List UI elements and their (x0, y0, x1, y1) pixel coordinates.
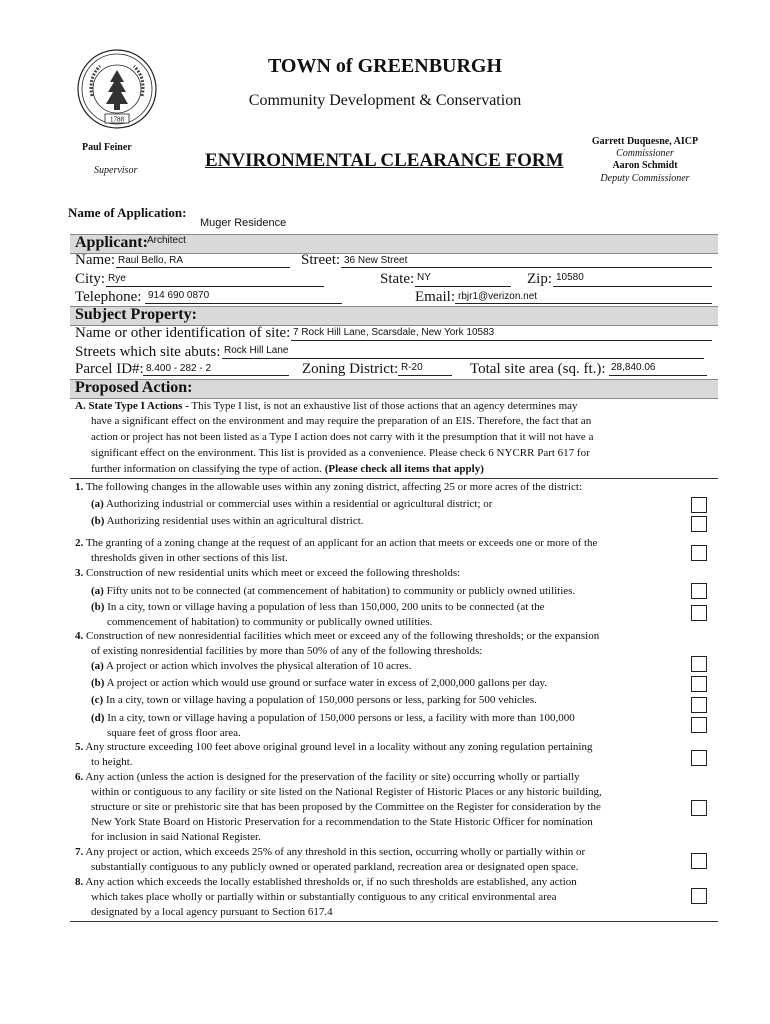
checkbox-4c[interactable] (691, 697, 707, 713)
item-2-cont: thresholds given in other sections of this list. (91, 552, 288, 564)
town-title: TOWN of GREENBURGH (267, 55, 503, 77)
item-8-cont-2: designated by a local agency pursuant to Section 617.4 (91, 906, 333, 918)
proposed-section-bar (70, 379, 718, 399)
deputy-role: Deputy Commissioner (600, 173, 690, 184)
checkbox-4d[interactable] (691, 717, 707, 733)
item-6-cont-2: structure or site or prehistoric site that has been proposed by the Committee on the Register for consideration by the (91, 801, 601, 813)
checkbox-3a[interactable] (691, 583, 707, 599)
applicant-street-line (341, 267, 712, 268)
form-title: ENVIRONMENTAL CLEARANCE FORM (205, 150, 564, 171)
applicant-email-label: Email: (415, 289, 455, 305)
checkbox-4b[interactable] (691, 676, 707, 692)
abutting-streets-label: Streets which site abuts: (75, 344, 221, 360)
item-1b: (b) Authorizing residential uses within an agricultural district. (91, 515, 364, 527)
commissioner-name: Garrett Duquesne, AICP (591, 136, 699, 147)
department-name: Community Development & Conservation (248, 92, 522, 109)
item-1: 1. The following changes in the allowable uses within any zoning district, affecting 25 or more acres of the district: (75, 481, 582, 493)
commissioner-role: Commissioner (616, 148, 674, 159)
zoning-district-line (398, 375, 452, 376)
item-6-cont-1: within or contiguous to any facility or site listed on the National Register of Historic Places or any historic building, (91, 786, 602, 798)
zoning-district-label: Zoning District: (302, 361, 399, 377)
item-6-cont-4: for inclusion in said National Register. (91, 831, 261, 843)
site-area-field[interactable]: 28,840.06 (611, 362, 656, 373)
checkbox-1a[interactable] (691, 497, 707, 513)
supervisor-name: Paul Feiner (82, 142, 132, 153)
item-4a: (a) A project or action which involves the physical alteration of 10 acres. (91, 660, 412, 672)
zoning-district-field[interactable]: R-20 (401, 362, 423, 373)
item-1a: (a) Authorizing industrial or commercial uses within a residential or agricultural district; or (91, 498, 493, 510)
checkbox-6[interactable] (691, 800, 707, 816)
applicant-street-field[interactable]: 36 New Street (344, 255, 408, 266)
item-6: 6. Any action (unless the action is designed for the preservation of the facility or site) occurring wholly or partially (75, 771, 580, 783)
applicant-zip-field[interactable]: 10580 (556, 272, 584, 283)
checkbox-7[interactable] (691, 853, 707, 869)
applicant-city-label: City: (75, 271, 106, 287)
divider (70, 921, 718, 922)
item-8: 8. Any action which exceeds the locally established thresholds or, if no such thresholds are established, any action (75, 876, 577, 888)
item-4d-cont: square feet of gross floor area. (107, 727, 241, 739)
type1-paragraph-line-5: further information on classifying the type of action. (Please check all items that apply) (91, 463, 484, 475)
applicant-phone-label: Telephone: (75, 289, 142, 305)
supervisor-role: Supervisor (94, 165, 138, 176)
check-all-instruction: (Please check all items that apply) (321, 463, 484, 475)
item-4c: (c) In a city, town or village having a population of 150,000 persons or less, parking for 500 vehicles. (91, 694, 537, 706)
type1-heading: A. State Type I Actions - (75, 400, 189, 412)
subject-heading: Subject Property: (75, 306, 197, 323)
applicant-email-line (455, 303, 712, 304)
application-name-label: Name of Application: (68, 205, 187, 220)
type1-paragraph-line-3: action or project has not been listed as a Type I action does not carry with it the presumption that it will not have a (91, 431, 594, 443)
site-id-field[interactable]: 7 Rock Hill Lane, Scarsdale, New York 10583 (293, 327, 495, 338)
applicant-heading: Applicant: (75, 234, 148, 251)
type1-paragraph-line-4: significant effect on the environment. This list is provided as a convenience. Please check 6 NYCRR Part 617 for (91, 447, 590, 459)
checkbox-1b[interactable] (691, 516, 707, 532)
applicant-phone-line (145, 303, 342, 304)
subject-section-bar (70, 306, 718, 326)
applicant-name-line (116, 267, 290, 268)
item-3b-cont: commencement of habitation) to community or publically owned utilities. (107, 616, 433, 628)
applicant-type-field[interactable]: Architect (147, 235, 186, 246)
checkbox-3b[interactable] (691, 605, 707, 621)
parcel-id-field[interactable]: 8.400 - 282 - 2 (146, 363, 212, 374)
applicant-state-label: State: (380, 271, 415, 287)
deputy-name: Aaron Schmidt (612, 160, 678, 171)
site-area-line (609, 375, 707, 376)
applicant-phone-field[interactable]: 914 690 0870 (148, 290, 210, 301)
parcel-id-label: Parcel ID#: (75, 361, 144, 377)
item-8-cont-1: which takes place wholly or partially within or substantially contiguous to any critical environmental area (91, 891, 557, 903)
item-7: 7. Any project or action, which exceeds 25% of any threshold in this section, occurring wholly or partially within or (75, 846, 586, 858)
applicant-street-label: Street: (301, 252, 341, 268)
applicant-zip-line (553, 286, 712, 287)
checkbox-8[interactable] (691, 888, 707, 904)
divider (70, 478, 718, 479)
item-3: 3. Construction of new residential units which meet or exceed the following thresholds: (75, 567, 461, 579)
checkbox-5[interactable] (691, 750, 707, 766)
proposed-heading: Proposed Action: (75, 379, 193, 396)
item-6-cont-3: New York State Board on Historic Preservation for a recommendation to the State Historic Officer for nomination (91, 816, 593, 828)
item-2: 2. The granting of a zoning change at the request of an applicant for an action that meets or exceeds one or more of the (75, 537, 598, 549)
item-4: 4. Construction of new nonresidential facilities which meet or exceed any of the following thresholds; or the expansion (75, 630, 600, 642)
checkbox-2[interactable] (691, 545, 707, 561)
site-area-label: Total site area (sq. ft.): (470, 361, 606, 377)
item-7-cont: substantially contiguous to any publicly owned or operated parkland, recreation area or designated open space. (91, 861, 579, 873)
abutting-streets-line (222, 358, 704, 359)
abutting-streets-field[interactable]: Rock Hill Lane (224, 345, 289, 356)
item-4-cont: of existing nonresidential facilities by more than 50% of any of the following thresholds: (91, 645, 483, 657)
parcel-id-line (143, 375, 289, 376)
item-3a: (a) Fifty units not to be connected (at commencement of habitation) to community or publicly owned utilities. (91, 585, 576, 597)
applicant-email-field[interactable]: rbjr1@verizon.net (458, 291, 538, 302)
application-name-field[interactable]: Muger Residence (200, 217, 287, 229)
checkbox-4a[interactable] (691, 656, 707, 672)
item-3b: (b) In a city, town or village having a population of less than 150,000, 200 units to be connected (at the (91, 601, 545, 613)
seal-year: 1788 (110, 115, 124, 124)
applicant-zip-label: Zip: (527, 271, 552, 287)
applicant-city-field[interactable]: Rye (108, 273, 126, 284)
item-5-cont: to height. (91, 756, 133, 768)
applicant-name-label: Name: (75, 252, 115, 268)
type1-paragraph-line-1: A. State Type I Actions - This Type I list, is not an exhaustive list of those actions that an agency determines may (75, 400, 578, 412)
type1-paragraph-line-2: have a significant effect on the environment and may require the preparation of an EIS. Therefore, the fact that an (91, 415, 592, 427)
applicant-city-line (106, 286, 324, 287)
site-id-line (291, 340, 712, 341)
applicant-state-line (415, 286, 511, 287)
item-4b: (b) A project or action which would use ground or surface water in excess of 2,000,000 gallons per day. (91, 677, 547, 689)
applicant-name-field[interactable]: Raul Bello, RA (118, 255, 184, 266)
item-5: 5. Any structure exceeding 100 feet above original ground level in a locality without any zoning regulation pertaining (75, 741, 593, 753)
applicant-state-field[interactable]: NY (417, 272, 431, 283)
site-id-label: Name or other identification of site: (75, 325, 291, 341)
item-4d: (d) In a city, town or village having a population of 150,000 persons or less, a facility with more than 100,000 (91, 712, 575, 724)
